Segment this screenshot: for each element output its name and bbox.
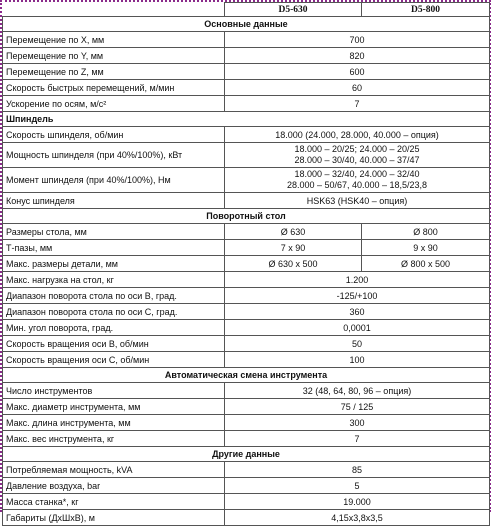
section-other: Другие данные [3, 447, 490, 462]
row-value: 7 [225, 96, 490, 112]
row-label: Диапазон поворота стола по оси B, град. [3, 288, 225, 304]
row-label: Перемещение по X, мм [3, 32, 225, 48]
row-value [225, 143, 490, 168]
table-row [3, 399, 490, 415]
row-value: 50 [225, 336, 490, 352]
row-value: 19.000 [225, 494, 490, 510]
section-spindle: Шпиндель [3, 112, 490, 127]
row-label: Потребляемая мощность, kVA [3, 462, 225, 478]
row-value: 75 / 125 [225, 399, 490, 415]
section-atc: Автоматическая смена инструмента [3, 368, 490, 383]
row-label: Масса станка*, кг [3, 494, 225, 510]
table-row [3, 320, 490, 336]
row-value: 32 (48, 64, 80, 96 – опция) [225, 383, 490, 399]
row-value-line: 18.000 – 20/25; 24.000 – 20/25 [294, 144, 420, 154]
row-label: Скорость вращения оси C, об/мин [3, 352, 225, 368]
row-value-d5-630: 7 x 90 [225, 240, 362, 256]
row-label: Скорость быстрых перемещений, м/мин [3, 80, 225, 96]
table-row [3, 224, 490, 240]
row-value: -125/+100 [225, 288, 490, 304]
table-row [3, 32, 490, 48]
row-label: Мощность шпинделя (при 40%/100%), кВт [3, 143, 225, 168]
row-label: Ускорение по осям, м/с² [3, 96, 225, 112]
row-value: 4,15x3,8x3,5 [225, 510, 490, 526]
table-row [3, 256, 490, 272]
table-row [3, 143, 490, 168]
section-basic: Основные данные [3, 17, 490, 32]
row-value-line: 28.000 – 50/67, 40.000 – 18,5/23,8 [286, 180, 428, 190]
table-row [3, 64, 490, 80]
table-row [3, 494, 490, 510]
section-row [3, 17, 490, 32]
table-row [3, 352, 490, 368]
row-value: 360 [225, 304, 490, 320]
table-row [3, 168, 490, 193]
row-label: Габариты (ДхШхВ), м [3, 510, 225, 526]
section-row [3, 209, 490, 224]
row-label: Перемещение по Z, мм [3, 64, 225, 80]
table-row [3, 478, 490, 494]
row-value-d5-630: Ø 630 [225, 224, 362, 240]
row-label: Скорость вращения оси B, об/мин [3, 336, 225, 352]
row-value-d5-800: 9 x 90 [362, 240, 490, 256]
spec-table [2, 2, 490, 526]
header-row [3, 3, 490, 17]
table-row [3, 193, 490, 209]
row-value: 1.200 [225, 272, 490, 288]
row-value: 600 [225, 64, 490, 80]
table-row [3, 80, 490, 96]
row-value-d5-800: Ø 800 x 500 [362, 256, 490, 272]
row-label: Т-пазы, мм [3, 240, 225, 256]
row-label: Мин. угол поворота, град. [3, 320, 225, 336]
table-row [3, 462, 490, 478]
row-label: Размеры стола, мм [3, 224, 225, 240]
row-label: Число инструментов [3, 383, 225, 399]
table-row [3, 383, 490, 399]
table-row [3, 48, 490, 64]
row-value-d5-630: Ø 630 x 500 [225, 256, 362, 272]
table-row [3, 240, 490, 256]
table-row [3, 510, 490, 526]
row-label: Диапазон поворота стола по оси C, град. [3, 304, 225, 320]
section-row [3, 368, 490, 383]
row-value: 0,0001 [225, 320, 490, 336]
table-row [3, 96, 490, 112]
row-value: 18.000 (24.000, 28.000, 40.000 – опция) [225, 127, 490, 143]
row-value: 300 [225, 415, 490, 431]
table-row [3, 415, 490, 431]
header-blank [3, 3, 225, 17]
row-label: Макс. размеры детали, мм [3, 256, 225, 272]
row-value: 820 [225, 48, 490, 64]
row-value: 85 [225, 462, 490, 478]
table-row [3, 272, 490, 288]
row-value: 100 [225, 352, 490, 368]
row-label: Макс. вес инструмента, кг [3, 431, 225, 447]
table-row [3, 431, 490, 447]
row-label: Макс. нагрузка на стол, кг [3, 272, 225, 288]
row-value: 700 [225, 32, 490, 48]
row-value: HSK63 (HSK40 – опция) [225, 193, 490, 209]
row-label: Скорость шпинделя, об/мин [3, 127, 225, 143]
row-value-line: 18.000 – 32/40, 24.000 – 32/40 [294, 169, 420, 179]
row-value-d5-800: Ø 800 [362, 224, 490, 240]
header-model-1: D5-630 [225, 3, 362, 17]
row-label: Макс. диаметр инструмента, мм [3, 399, 225, 415]
row-label: Момент шпинделя (при 40%/100%), Нм [3, 168, 225, 193]
section-row [3, 447, 490, 462]
table-row [3, 336, 490, 352]
section-row [3, 112, 490, 127]
table-row [3, 288, 490, 304]
section-rotary: Поворотный стол [3, 209, 490, 224]
row-value: 5 [225, 478, 490, 494]
row-label: Конус шпинделя [3, 193, 225, 209]
row-value: 60 [225, 80, 490, 96]
row-value: 7 [225, 431, 490, 447]
row-value-line: 28.000 – 30/40, 40.000 – 37/47 [294, 155, 420, 165]
row-label: Давление воздуха, bar [3, 478, 225, 494]
header-model-2: D5-800 [362, 3, 490, 17]
row-value [225, 168, 490, 193]
table-row [3, 304, 490, 320]
row-label: Перемещение по Y, мм [3, 48, 225, 64]
table-row [3, 127, 490, 143]
row-label: Макс. длина инструмента, мм [3, 415, 225, 431]
